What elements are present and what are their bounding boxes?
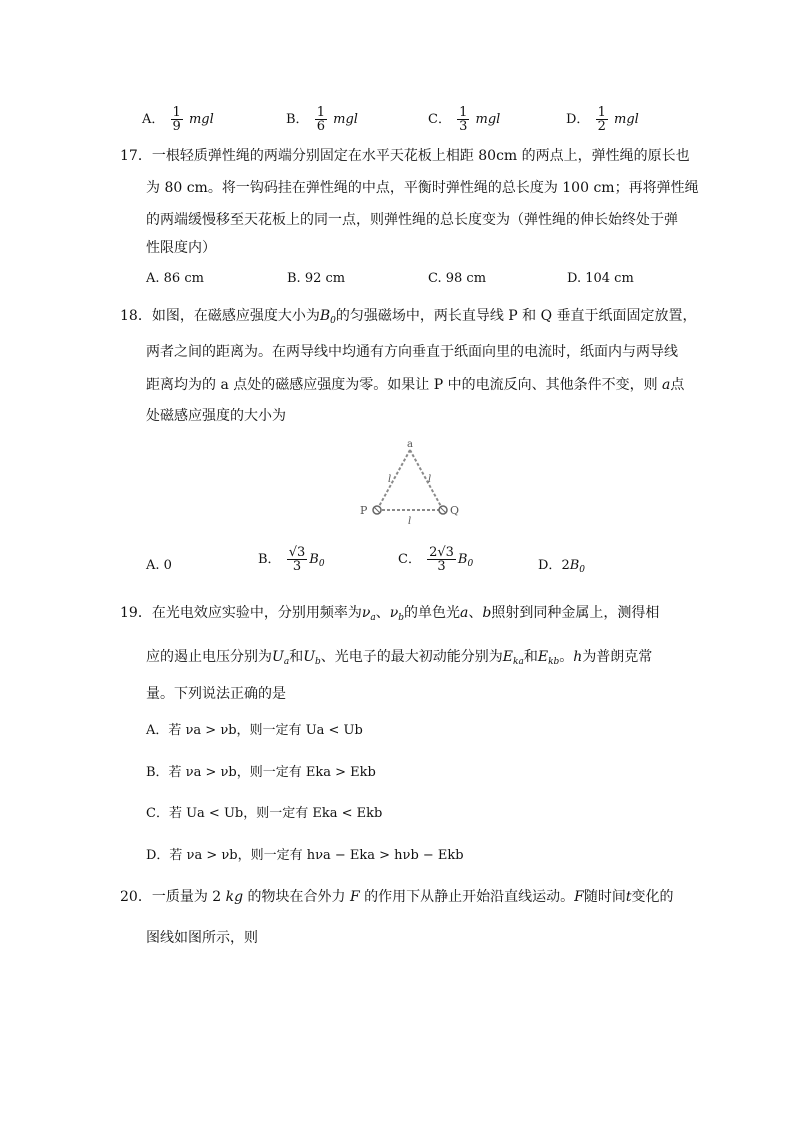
q20-line-2: 图线如图所示，则 [146,930,258,946]
h: h [573,649,583,665]
q18-line-4: 处磁感应强度的大小为 [146,408,286,424]
text: 变化的 [631,889,674,905]
text: 的作用下从静止开始沿直线运动。 [364,889,575,905]
q18-line-3 [146,375,684,395]
symbol-b: B [569,558,580,573]
option-letter: D． [538,558,562,573]
q17-option-c: C. 98 cm [428,271,487,286]
unit-kg: kg [225,889,244,905]
q17-option-a: A. 86 cm [146,271,204,286]
symbol-b: B [309,552,319,567]
subscript: 0 [330,316,336,326]
option-expr: mgl [188,112,214,127]
fraction [427,546,456,573]
side-pa [377,450,410,510]
numerator: 1 [597,105,606,120]
q17-line-4: 性限度内） [146,240,216,256]
point-a: a [662,377,671,393]
denominator: 3 [459,119,468,134]
numerator: √3 [288,545,306,560]
q19-line-1: 19．在光电效应实验中，分别用频率为$\nu_a$、$\nu_b$的单色光a、b照射到同种金属上，测得相 [120,605,660,623]
symbol-b: B [457,552,468,567]
subscript: 0 [318,559,325,569]
option-letter: C． [398,552,421,567]
fraction [315,106,327,133]
text: 20．一质量为 2 [120,889,222,905]
q19-line-2: 应的遏止电压分别为$U_a$和$U_b$、光电子的最大初动能分别为$E_{ka}$和$E_{kb}$。h为普朗克常 [146,649,653,667]
q20-line-1 [120,887,674,907]
numerator: 2√3 [429,545,454,560]
text: 的物块在合外力 [247,889,346,905]
option-letter: A． [142,112,165,127]
denominator: 3 [292,559,302,574]
denominator: 6 [316,119,325,134]
side-qa [410,450,443,510]
q18-line-2: 两者之间的距离为。在两导线中均通有方向垂直于纸面向里的电流时，纸面内与两导线 [146,344,678,360]
fraction [596,106,608,133]
text: 距离均为的 a 点处的磁感应强度为零。如果让 P 中的电流反向、其他条件不变，则 [146,377,658,393]
label-a: a [407,439,413,450]
subscript: 0 [467,559,474,569]
q17-line-1: 17．一根轻质弹性绳的两端分别固定在水平天花板上相距 80cm 的两点上，弹性绳的原长也 [120,148,690,164]
symbol-b: B [319,308,331,324]
symbol-f: F [574,889,584,905]
label-q: Q [450,504,460,517]
option-letter: B． [286,112,309,127]
subscript: 0 [579,565,586,575]
denominator: 9 [172,119,181,134]
numerator: 1 [459,105,468,120]
nu-b: $\nu_b$ [389,605,404,623]
label-p: P [360,504,368,517]
fraction [457,106,469,133]
q19-option-b: B．若 νa > νb，则一定有 Eka > Ekb [146,765,376,780]
light-ab: a [460,605,469,621]
text: 的单色光 [404,605,460,621]
option-letter: D． [566,112,590,127]
text: 的匀强磁场中，两长直导线 P 和 Q 垂直于纸面固定放置， [335,308,697,324]
e-kb: $E_{kb}$ [537,649,560,667]
q19-option-c: C．若 Ua < Ub，则一定有 Eka < Ekb [146,806,383,821]
nu-a: $\nu_a$ [361,605,376,623]
q16-option-b [286,106,358,133]
label-l-bottom: l [408,516,412,527]
fraction [171,106,183,133]
text: 19．在光电效应实验中，分别用频率为 [120,605,362,621]
light-b: b [482,605,492,621]
q18-option-d [538,556,585,580]
q19-option-d: D．若 νa > νb，则一定有 hνa − Eka > hνb − Ekb [146,848,464,863]
option-letter: B． [258,552,281,567]
q17-line-2: 为 80 cm。将一钩码挂在弹性绳的中点，平衡时弹性绳的总长度为 100 cm；再将弹性绳 [146,180,699,196]
triangle-diagram [350,438,470,528]
q17-option-d: D. 104 cm [567,271,634,286]
q19-line-3: 量。下列说法正确的是 [146,686,286,702]
q18-option-b [258,546,325,574]
q16-option-a [142,106,214,133]
option-letter: C． [428,112,451,127]
text: 照射到同种金属上，测得相 [491,605,660,621]
fraction [287,546,308,573]
u-a: $U_a$ [272,649,290,667]
u-b: $U_b$ [303,649,321,667]
denominator: 3 [437,559,446,574]
numerator: 1 [172,105,181,120]
text: 随时间 [583,889,626,905]
e-ka: $E_{ka}$ [502,649,524,667]
q17-option-b: B. 92 cm [287,271,346,286]
q18-option-c [398,546,473,574]
option-value: 2 [561,558,570,573]
text: 应的遏止电压分别为 [146,649,272,665]
text: 、光电子的最大初动能分别为 [320,649,503,665]
q19-option-a: A．若 νa > νb，则一定有 Ua < Ub [146,723,363,738]
symbol-t: t [625,889,632,905]
denominator: 2 [597,119,606,134]
label-l-left: l [388,474,392,485]
symbol-f: F [349,889,360,905]
option-expr: mgl [333,112,358,127]
q17-line-3: 的两端缓慢移至天花板上的同一点，则弹性绳的总长度变为（弹性绳的伸长始终处于弹 [146,212,678,228]
q18-line-1 [120,306,697,331]
text: 点 [670,377,685,393]
text: 18．如图，在磁感应强度大小为 [120,308,320,324]
label-l-right: l [428,474,432,485]
text: 为普朗克常 [582,649,653,665]
q18-option-a: A. 0 [146,558,172,573]
numerator: 1 [316,105,325,120]
q16-option-d [566,106,639,133]
option-expr: mgl [475,112,501,127]
option-expr: mgl [614,112,639,127]
q16-option-c [428,106,500,133]
